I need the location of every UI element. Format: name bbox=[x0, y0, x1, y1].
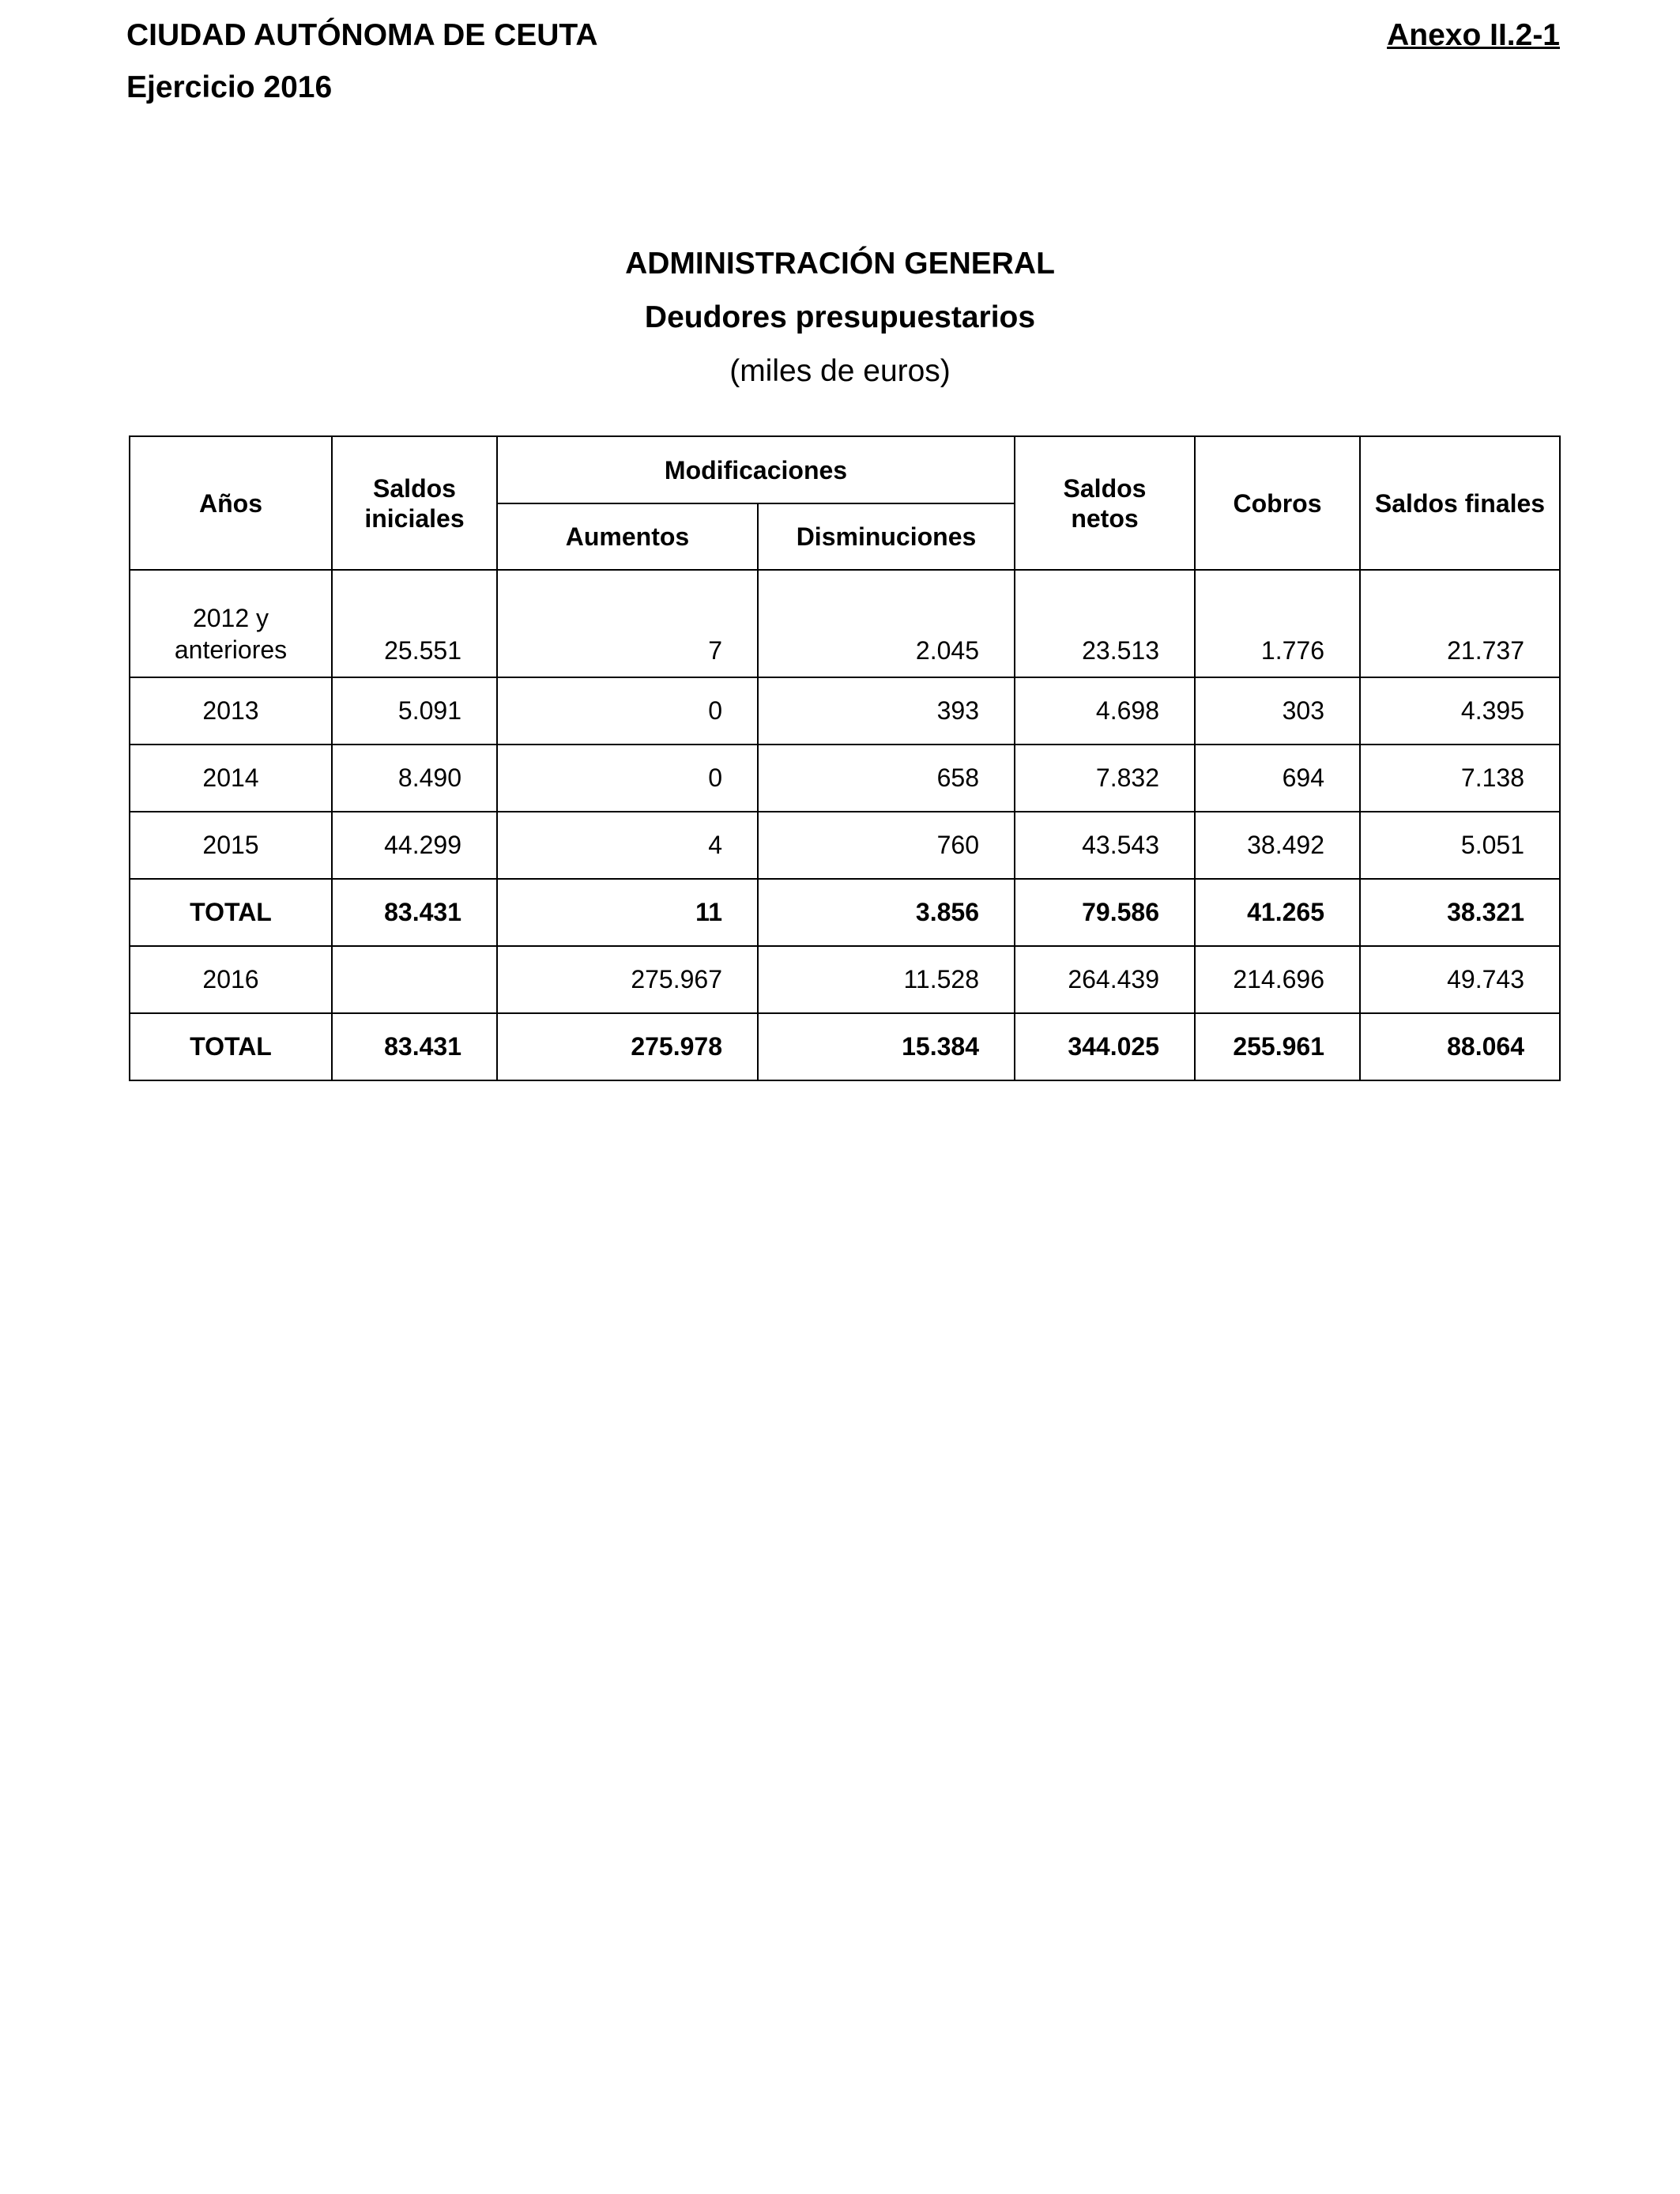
col-header-decreases: Disminuciones bbox=[758, 503, 1015, 570]
cell-initial: 5.091 bbox=[332, 677, 497, 745]
table-row bbox=[130, 677, 1560, 745]
cell-initial bbox=[332, 946, 497, 1013]
cell-final: 38.321 bbox=[1360, 879, 1560, 946]
annex-label: Anexo II.2-1 bbox=[1387, 18, 1560, 52]
cell-net: 344.025 bbox=[1015, 1013, 1195, 1080]
cell-collections: 694 bbox=[1195, 745, 1360, 812]
cell-decreases: 393 bbox=[758, 677, 1015, 745]
cell-net: 43.543 bbox=[1015, 812, 1195, 879]
col-header-collections: Cobros bbox=[1195, 436, 1360, 570]
cell-year: TOTAL bbox=[130, 879, 332, 946]
cell-increases: 11 bbox=[497, 879, 758, 946]
cell-decreases: 2.045 bbox=[758, 570, 1015, 677]
debtors-table bbox=[129, 435, 1561, 1081]
cell-final: 21.737 bbox=[1360, 570, 1560, 677]
cell-collections: 41.265 bbox=[1195, 879, 1360, 946]
cell-year: 2016 bbox=[130, 946, 332, 1013]
header-row bbox=[130, 436, 1560, 503]
cell-collections: 255.961 bbox=[1195, 1013, 1360, 1080]
cell-net: 4.698 bbox=[1015, 677, 1195, 745]
subtotal-row bbox=[130, 879, 1560, 946]
entity-name: CIUDAD AUTÓNOMA DE CEUTA bbox=[126, 18, 598, 52]
cell-collections: 214.696 bbox=[1195, 946, 1360, 1013]
cell-collections: 303 bbox=[1195, 677, 1360, 745]
title-section: ADMINISTRACIÓN GENERAL bbox=[625, 247, 1055, 281]
col-header-initial: Saldos iniciales bbox=[332, 436, 497, 570]
cell-initial: 83.431 bbox=[332, 879, 497, 946]
cell-collections: 38.492 bbox=[1195, 812, 1360, 879]
col-header-years: Años bbox=[130, 436, 332, 570]
cell-decreases: 760 bbox=[758, 812, 1015, 879]
cell-increases: 0 bbox=[497, 677, 758, 745]
cell-year: 2015 bbox=[130, 812, 332, 879]
cell-year: 2014 bbox=[130, 745, 332, 812]
cell-final: 5.051 bbox=[1360, 812, 1560, 879]
cell-net: 264.439 bbox=[1015, 946, 1195, 1013]
cell-initial: 83.431 bbox=[332, 1013, 497, 1080]
cell-increases: 275.967 bbox=[497, 946, 758, 1013]
cell-increases: 4 bbox=[497, 812, 758, 879]
col-header-final: Saldos finales bbox=[1360, 436, 1560, 570]
title-subject: Deudores presupuestarios bbox=[644, 300, 1036, 334]
cell-net: 7.832 bbox=[1015, 745, 1195, 812]
cell-final: 49.743 bbox=[1360, 946, 1560, 1013]
cell-initial: 8.490 bbox=[332, 745, 497, 812]
cell-final: 4.395 bbox=[1360, 677, 1560, 745]
table-row bbox=[130, 745, 1560, 812]
table-title bbox=[0, 237, 1680, 398]
table-row bbox=[130, 812, 1560, 879]
cell-net: 79.586 bbox=[1015, 879, 1195, 946]
col-header-net: Saldos netos bbox=[1015, 436, 1195, 570]
cell-final: 7.138 bbox=[1360, 745, 1560, 812]
cell-collections: 1.776 bbox=[1195, 570, 1360, 677]
exercise-year: Ejercicio 2016 bbox=[126, 70, 333, 105]
col-header-increases: Aumentos bbox=[497, 503, 758, 570]
cell-decreases: 11.528 bbox=[758, 946, 1015, 1013]
cell-net: 23.513 bbox=[1015, 570, 1195, 677]
cell-initial: 25.551 bbox=[332, 570, 497, 677]
col-header-modifications: Modificaciones bbox=[497, 436, 1015, 503]
cell-final: 88.064 bbox=[1360, 1013, 1560, 1080]
cell-decreases: 15.384 bbox=[758, 1013, 1015, 1080]
cell-year: 2012 y anteriores bbox=[130, 570, 332, 677]
cell-initial: 44.299 bbox=[332, 812, 497, 879]
cell-decreases: 3.856 bbox=[758, 879, 1015, 946]
title-units: (miles de euros) bbox=[729, 354, 951, 388]
cell-increases: 7 bbox=[497, 570, 758, 677]
cell-increases: 0 bbox=[497, 745, 758, 812]
cell-increases: 275.978 bbox=[497, 1013, 758, 1080]
cell-decreases: 658 bbox=[758, 745, 1015, 812]
cell-year: TOTAL bbox=[130, 1013, 332, 1080]
table-row bbox=[130, 946, 1560, 1013]
table-row bbox=[130, 570, 1560, 677]
document-header bbox=[126, 9, 598, 115]
cell-year: 2013 bbox=[130, 677, 332, 745]
total-row bbox=[130, 1013, 1560, 1080]
